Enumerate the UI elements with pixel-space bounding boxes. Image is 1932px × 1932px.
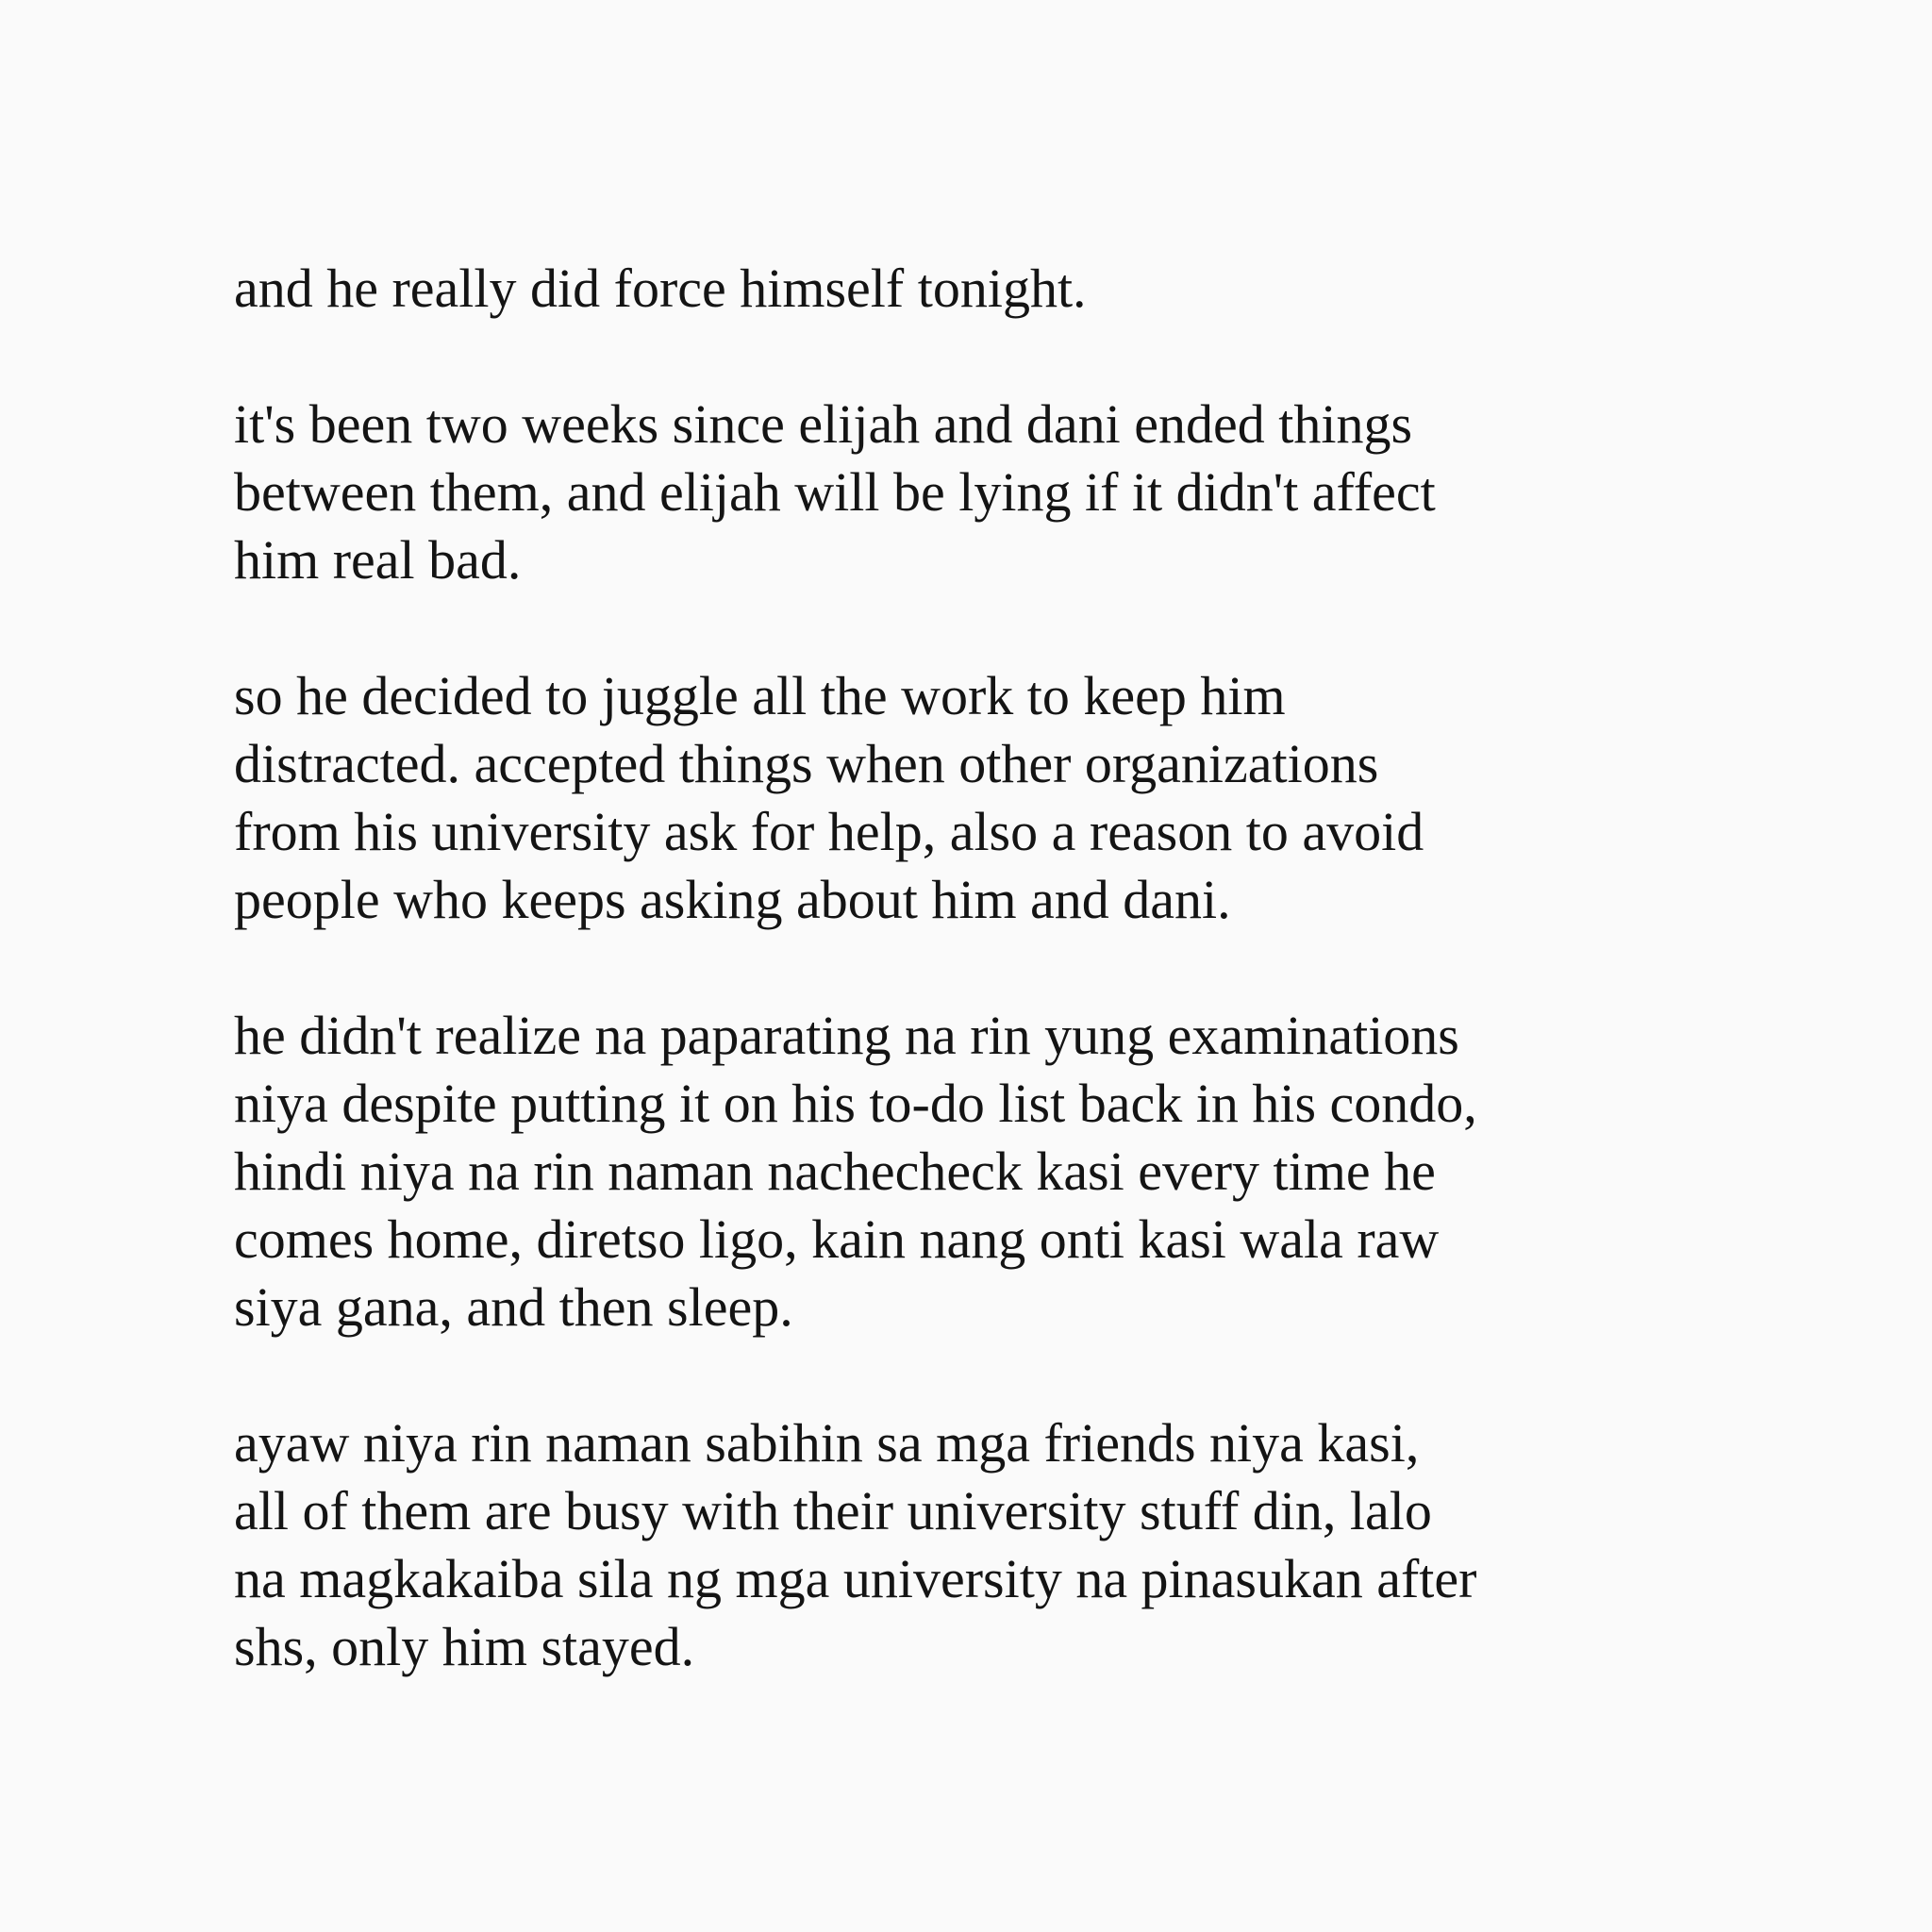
- text-line: and he really did force himself tonight.: [234, 258, 1087, 319]
- text-line: him real bad.: [234, 529, 522, 591]
- text-line: comes home, diretso ligo, kain nang onti kasi wala raw: [234, 1208, 1440, 1270]
- paragraph-1: [234, 255, 1800, 323]
- text-line: distracted. accepted things when other organizations: [234, 733, 1379, 794]
- text-line: na magkakaiba sila ng mga university na pinasukan after: [234, 1548, 1477, 1609]
- text-line: hindi niya na rin naman nachecheck kasi every time he: [234, 1141, 1436, 1202]
- paragraph-2: [234, 391, 1800, 594]
- text-line: so he decided to juggle all the work to keep him: [234, 665, 1286, 726]
- paragraph-5: [234, 1409, 1800, 1681]
- text-line: between them, and elijah will be lying if it didn't affect: [234, 461, 1436, 523]
- text-line: people who keeps asking about him and dani.: [234, 869, 1231, 930]
- text-line: from his university ask for help, also a reason to avoid: [234, 801, 1424, 862]
- paragraph-4: [234, 1002, 1800, 1341]
- document-body: [234, 255, 1800, 1749]
- text-line: it's been two weeks since elijah and dani ended things: [234, 393, 1413, 455]
- text-line: niya despite putting it on his to-do list back in his condo,: [234, 1073, 1477, 1134]
- paragraph-3: [234, 662, 1800, 934]
- text-line: shs, only him stayed.: [234, 1616, 695, 1677]
- text-line: he didn't realize na paparating na rin yung examinations: [234, 1005, 1459, 1066]
- text-line: siya gana, and then sleep.: [234, 1276, 793, 1338]
- text-line: ayaw niya rin naman sabihin sa mga friends niya kasi,: [234, 1412, 1420, 1474]
- text-line: all of them are busy with their university stuff din, lalo: [234, 1480, 1432, 1541]
